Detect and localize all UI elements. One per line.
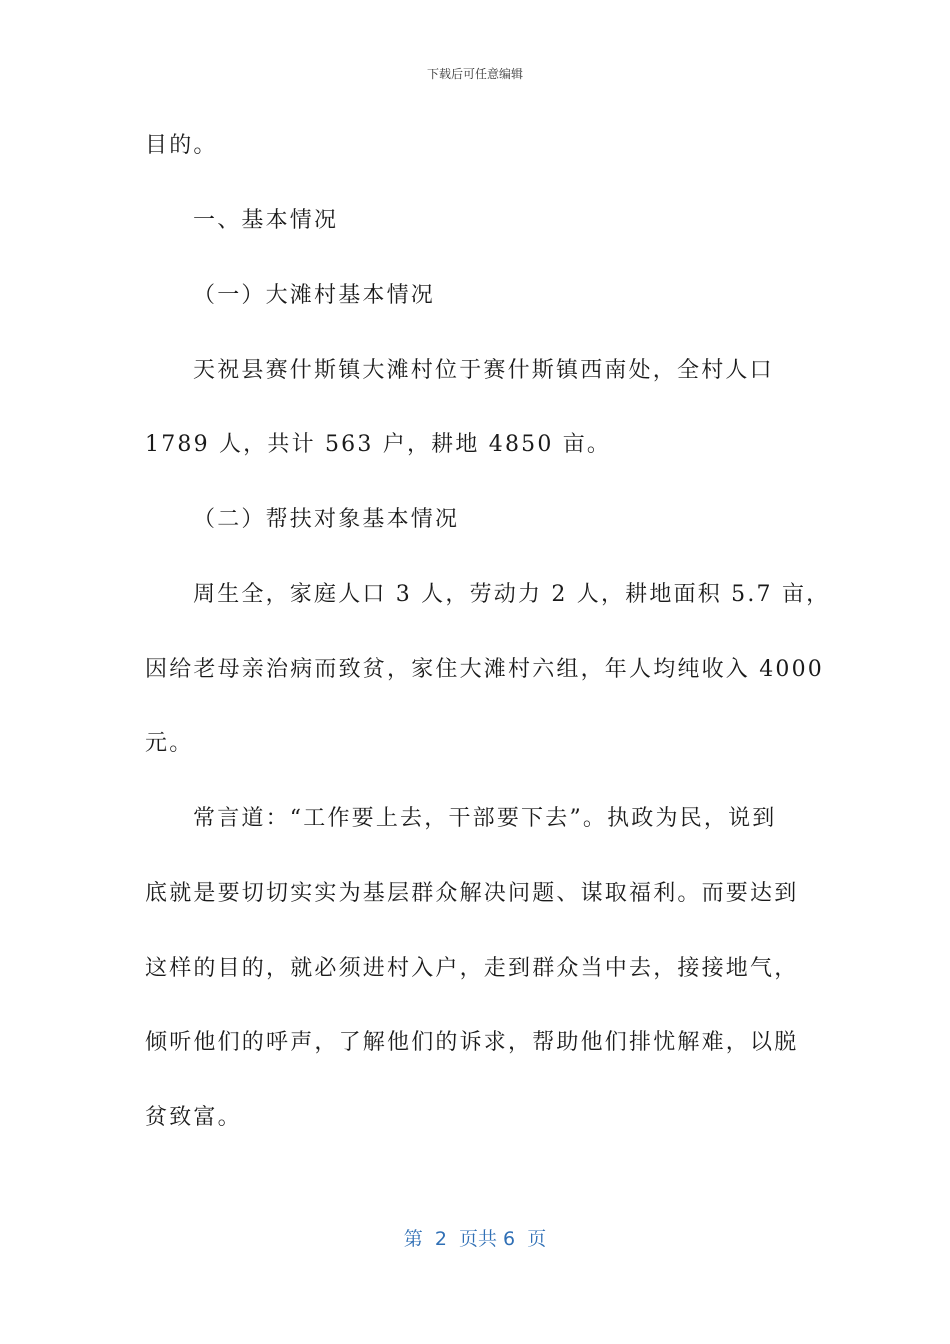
text-line: 贫致富。 xyxy=(145,1105,242,1130)
page-header-note: 下载后可任意编辑 xyxy=(426,67,523,81)
text-line: 因给老母亲治病而致贫，家住大滩村六组，年人均纯收入 4000 xyxy=(145,657,824,682)
text-line: 周生全，家庭人口 3 人，劳动力 2 人，耕地面积 5.7 亩， xyxy=(193,582,831,607)
text-line: 天祝县赛什斯镇大滩村位于赛什斯镇西南处，全村人口 xyxy=(193,358,774,383)
text-line: 1789 人，共计 563 户，耕地 4850 亩。 xyxy=(145,432,612,457)
section-heading: 一、基本情况 xyxy=(193,208,339,233)
text-line: 常言道：“工作要上去，干部要下去”。执政为民，说到 xyxy=(193,806,777,831)
page-number: 第 2 页共 6 页 xyxy=(403,1228,547,1250)
subsection-heading: （一）大滩村基本情况 xyxy=(193,283,436,308)
text-line: 这样的目的，就必须进村入户，走到群众当中去，接接地气， xyxy=(145,956,799,981)
text-line: 倾听他们的呼声，了解他们的诉求，帮助他们排忧解难，以脱 xyxy=(145,1030,799,1055)
text-line: 底就是要切切实实为基层群众解决问题、谋取福利。而要达到 xyxy=(145,881,799,906)
text-line: 元。 xyxy=(145,731,194,756)
subsection-heading: （二）帮扶对象基本情况 xyxy=(193,507,460,532)
text-line: 目的。 xyxy=(145,133,218,158)
